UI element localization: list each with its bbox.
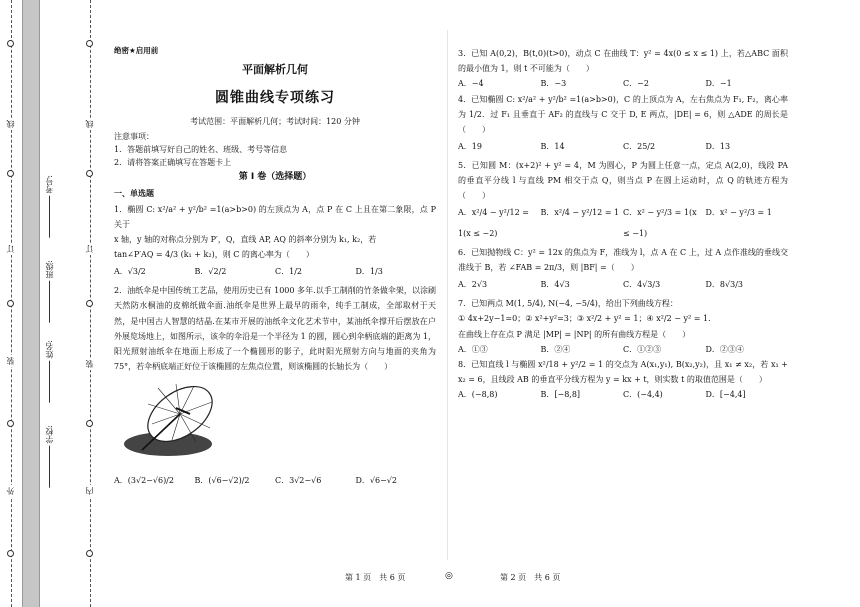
option-a: A．(−8,8) [458, 390, 498, 400]
question-4: 4．已知椭圆 C: x²/a² + y²/b² =1(a>b>0)，C 的上顶点为 A，左右焦点为 F₁, F₂，离心率为 1/2．过 F₁ 且垂直于 AF₂ 的直线与 C 交于 D, E 两点，|DE| = 6，则 △ADE 的周长是（ ） [458, 94, 788, 134]
option-d: D．1/3 [355, 267, 383, 277]
option-d: D．−1 [705, 79, 732, 89]
question-1 [114, 202, 436, 263]
binding-label: 线 [85, 120, 94, 128]
question-4-options [458, 137, 788, 158]
option-b: B．(√6−√2)/2 [194, 476, 250, 486]
option-a: A．19 [458, 142, 482, 152]
school-field: 学校: [44, 425, 55, 488]
option-c: C．(−4,4) [623, 390, 663, 400]
umbrella-figure [118, 380, 436, 467]
question-6: 6．已知抛物线 C：y² = 12x 的焦点为 F，准线为 l，点 A 在 C 上，过 A 点作准线的垂线交准线于 B，若 ∠FAB = 2π/3，则 |BF| =（ ） [458, 248, 788, 273]
footer-ornament: ◎ [445, 571, 453, 581]
question-5-options [458, 203, 788, 245]
subject-title: 平面解析几何 [242, 63, 308, 77]
question-2: 2．油纸伞是中国传统工艺品，使用历史已有 1000 多年.以手工制削的竹条做伞架，以涂刷天然防水桐油的皮棉纸做伞面.油纸伞是世界上最早的雨伞，纯手工制成，全部取材于天然，是中国古人智慧的结晶.在某市开展的油纸伞文化艺术节中，某油纸伞撑开后摆放在户外展览场地上，如图所示，该伞的伞沿是一个半径为 1 的圆，圆心到伞柄底端的距离为 1，阳光照射油纸伞在地面上形成了一个椭圆形的影子，此时阳光照射方向与地面的夹角为 75°，若伞柄底端正好位于该椭圆的左焦点位置，则该椭圆的长轴长为（ ） [114, 286, 436, 372]
question-text: 在曲线上存在点 P 满足 |MP| = |NP| 的所有曲线方程是（ ） [458, 329, 691, 339]
option-b: B．−3 [540, 79, 567, 89]
note-item: 2．请将答案正确填写在答题卡上 [114, 157, 232, 167]
option-d: D．x² − y²/3 = 1 [705, 208, 772, 218]
option-b: B．4√3 [540, 280, 570, 290]
page-number-left: 第 1 页 共 6 页 [345, 573, 406, 582]
binding-label: 线 [6, 120, 15, 128]
binding-label: 内 [85, 487, 94, 495]
circle-icon [7, 40, 14, 47]
question-3-options [458, 76, 788, 91]
option-c: C．25/2 [623, 142, 656, 152]
option-b: B．14 [540, 142, 565, 152]
exam-title: 圆锥曲线专项练习 [215, 90, 335, 107]
page-divider [447, 30, 448, 560]
binding-gray-band [22, 0, 40, 607]
option-a: A．2√3 [458, 280, 488, 290]
question-1-options [114, 262, 436, 283]
question-5: 5．已知圆 M：(x+2)² + y² = 4，M 为圆心，P 为圆上任意一点，定点 A(2,0)，线段 PA 的垂直平分线 l 与直线 PM 相交于点 Q，则当点 P 在圆上运动时，点 Q 的轨迹方程为（ ） [458, 160, 788, 201]
option-a: A．−4 [458, 79, 484, 89]
left-page [114, 42, 436, 492]
question-7 [458, 296, 788, 342]
option-c: C．x² − y²/3 = 1(x ≤ −1) [623, 208, 697, 239]
question-curves: ① 4x+2y−1=0；② x²+y²=3；③ x²/2 + y² = 1；④ x²/2 − y² = 1． [458, 314, 717, 324]
option-b: B．√2/2 [194, 267, 227, 277]
circle-icon [7, 550, 14, 557]
confidential-mark: 绝密★启用前 [114, 46, 159, 55]
question-text: x 轴，y 轴的对称点分别为 P′，Q，直线 AP, AQ 的斜率分别为 k₁, k₂，若 [114, 234, 377, 244]
option-b: B．x²/4 − y²/12 = 1 [540, 208, 620, 218]
question-7-options [458, 342, 788, 357]
question-text: 7．已知两点 M(1, 5/4), N(−4, −5/4)，给出下列曲线方程： [458, 299, 678, 309]
binding-strip-outer [0, 0, 22, 607]
class-field: 班级: [44, 260, 55, 323]
circle-icon [7, 420, 14, 427]
circle-icon [86, 300, 93, 307]
option-c: C．①②③ [623, 344, 662, 354]
option-d: D．[−4,4] [705, 390, 746, 400]
option-d: D．②③④ [705, 344, 744, 354]
right-page [458, 46, 788, 403]
question-text: 1．椭圆 C: x²/a² + y²/b² =1(a>b>0) 的左顶点为 A，点 P 在 C 上且在第二象限，点 P 关于 [114, 204, 436, 229]
option-a: A．√3/2 [114, 267, 146, 277]
volume-title: 第 I 卷（选择题） [238, 172, 312, 183]
question-3: 3．已知 A(0,2)，B(t,0)(t>0)，动点 C 在曲线 T：y² = 4x(0 ≤ x ≤ 1) 上，若△ABC 面积的最小值为 1，则 t 不可能为（ ） [458, 49, 788, 74]
binding-strip-inner [40, 0, 106, 607]
name-field: 姓名: [44, 340, 55, 403]
circle-icon [86, 420, 93, 427]
option-d: D．8√3/3 [705, 280, 743, 290]
binding-label: 装 [6, 357, 15, 365]
binding-label: 外 [6, 487, 15, 495]
option-d: D．√6−√2 [355, 476, 397, 486]
option-c: C．4√3/3 [623, 280, 661, 290]
question-2-options [114, 471, 436, 492]
section-title: 一、单选题 [114, 189, 154, 199]
exam-info: 考试范围：平面解析几何；考试时间：120 分钟 [190, 116, 360, 126]
option-c: C．1/2 [275, 267, 302, 277]
binding-label: 订 [6, 245, 15, 253]
option-a: A．x²/4 − y²/12 = 1(x ≤ −2) [458, 208, 529, 239]
question-8: 8．已知直线 l 与椭圆 x²/18 + y²/2 = 1 的交点为 A(x₁,y₁), B(x₂,y₂)，且 x₁ ≠ x₂，若 x₁ + x₂ = 6，且线段 AB 的垂直平分线方程为 y = kx + t，则实数 t 的取值范围是（ ） [458, 360, 788, 385]
option-b: B．[−8,8] [540, 390, 581, 400]
circle-icon [7, 300, 14, 307]
question-text: tan∠P′AQ = 4/3 (k₁ + k₂)，则 C 的离心率为（ ） [114, 250, 314, 260]
option-b: B．②④ [540, 344, 571, 354]
notes-block [114, 131, 436, 169]
circle-icon [86, 40, 93, 47]
circle-icon [86, 550, 93, 557]
note-item: 1．答题前填写好自己的姓名、班级、考号等信息 [114, 144, 288, 154]
question-8-options [458, 387, 788, 402]
umbrella-icon [118, 380, 228, 462]
question-6-options [458, 275, 788, 296]
option-c: C．3√2−√6 [275, 476, 322, 486]
circle-icon [86, 170, 93, 177]
notes-title: 注意事项： [114, 131, 154, 141]
option-d: D．13 [705, 142, 731, 152]
circle-icon [7, 170, 14, 177]
option-a: A．①③ [458, 344, 488, 354]
id-number-field: 考号: [44, 175, 55, 238]
page-number-right: 第 2 页 共 6 页 [500, 573, 561, 582]
binding-label: 装 [85, 360, 94, 368]
option-c: C．−2 [623, 79, 649, 89]
binding-label: 订 [85, 245, 94, 253]
option-a: A．(3√2−√6)/2 [114, 476, 174, 486]
